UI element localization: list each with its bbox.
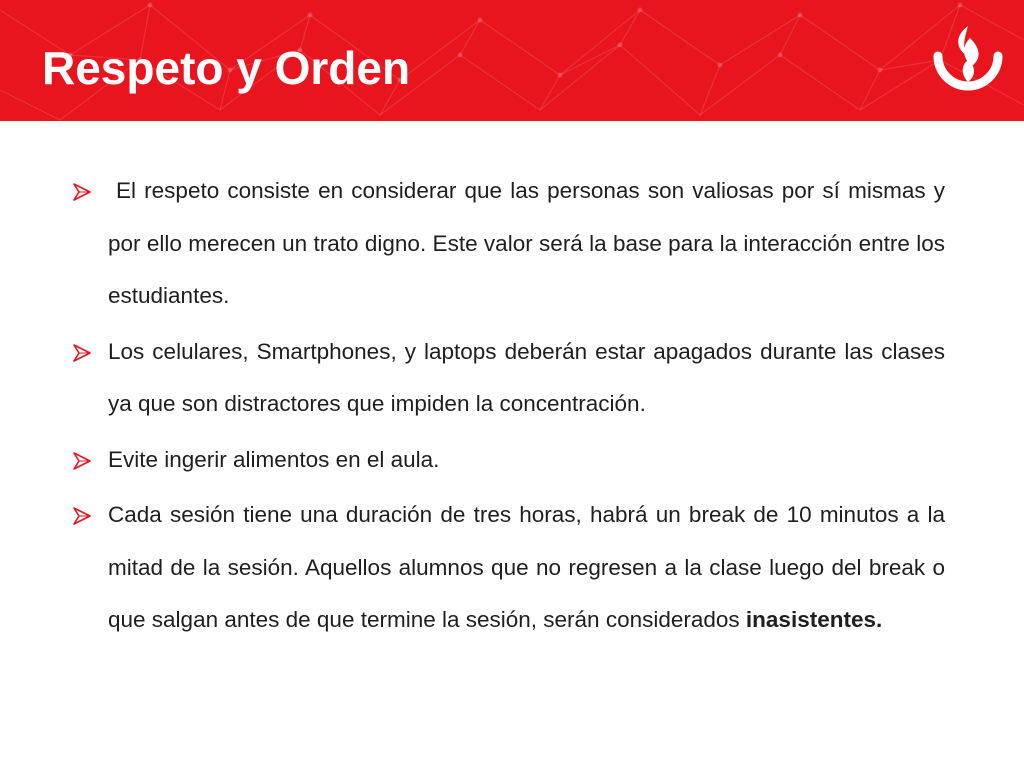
header-banner — [0, 0, 1024, 121]
list-item — [72, 165, 945, 323]
bullet-text: Los celulares, Smartphones, y laptops deberán estar apagados durante las clases ya que son distractores que impiden la concentración. — [108, 338, 945, 416]
arrowhead-bullet-icon — [72, 451, 92, 471]
arrowhead-bullet-icon — [72, 343, 92, 363]
bullet-emphasis: inasistentes. — [745, 607, 883, 632]
upc-flame-logo-icon — [930, 22, 1006, 102]
bullet-list — [72, 165, 945, 650]
list-item — [72, 434, 945, 487]
list-item — [72, 326, 945, 431]
bullet-text: El respeto consiste en considerar que las personas son valiosas por sí mismas y por ello merecen un trato digno. Este valor será la base para la interacción entre los estudiantes. — [108, 178, 945, 308]
bullet-text: Evite ingerir alimentos en el aula. — [108, 446, 440, 472]
list-item — [72, 489, 945, 647]
arrowhead-bullet-icon — [72, 182, 92, 202]
arrowhead-bullet-icon — [72, 506, 92, 526]
slide-title: Respeto y Orden — [42, 42, 411, 94]
bullet-text: Cada sesión tiene una duración de tres horas, habrá un break de 10 minutos a la mitad de la sesión. Aquellos alumnos que no regresen a la clase luego del break o que salgan antes de que termine la sesión, serán considerados — [108, 502, 945, 632]
